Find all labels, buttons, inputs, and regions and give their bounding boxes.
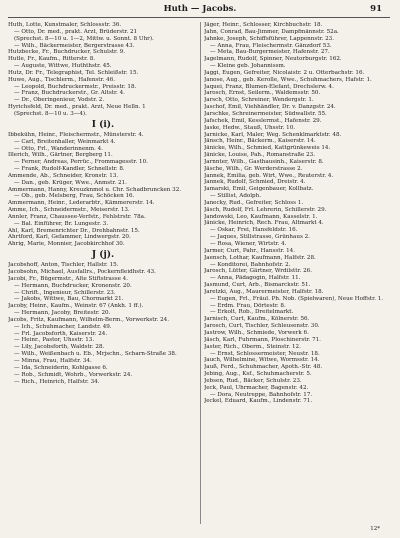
directory-entry: Jacobsohn, Michael, Ausfallrs., Pockernfleidhstr. 43.: [8, 269, 156, 275]
directory-entry: — Erkolt, Rob., Dreitelmarkt.: [210, 309, 294, 316]
directory-entry: — Ich., Schuhmacher, Landstr. 49.: [14, 323, 112, 330]
directory-entry: — Chrift., Ingenieur, Schillerstr. 23.: [14, 289, 116, 296]
directory-entry: — Eugen, Frl., Fräul. Ph. Nob. (Spielwaren), Neue Hoffstr. 1.: [210, 295, 384, 302]
directory-entry: — Stillist, Adolph.: [210, 193, 262, 200]
header-rule: [8, 17, 390, 18]
directory-entry: — Jakobs, Wittwe, Bau, Chormarkt 21.: [14, 296, 124, 303]
directory-entry: Jeckel, Eduard, Kaufm., Lindenstr. 71.: [204, 398, 313, 405]
directory-entry: Jastrow, Wilh., Schmiede, Vorwerk 6.: [204, 329, 309, 336]
directory-entry: Jarosch, Ernst, Seilerm., Waldemsstr. 50.: [204, 90, 321, 97]
directory-entry: Jagelmann, Rudolf, Spinner, Neutorburgstr. 162.: [204, 56, 342, 63]
directory-entry: — Otto, Dr. med., prakt. Arzt, Brüderstr. 21: [14, 28, 138, 35]
directory-entry: Ahrtford, Karl, Gefammer, Lindwergstr. 20.: [8, 234, 131, 241]
directory-entry: — Dr., Oberingenieur, Vodstr. 2.: [14, 97, 105, 104]
directory-entry: Ibbekühn, Heinr., Fleischermstr., Münsterstr. 4.: [8, 131, 144, 138]
directory-entry: Huwe, Aug., Tischlerm., Hafenstr. 46.: [8, 76, 116, 83]
directory-entry: Jäsch, Rudolf, Frl. Lehrerin, Schillerstr. 29.: [204, 206, 327, 213]
directory-entry: — Oskar, Frei, Hansfeldstr. 16.: [210, 227, 298, 234]
directory-entry: — Wilh., Weißenbach u. Eb., Mrjschn., Scharn-Straße 38.: [14, 351, 177, 358]
directory-entry: Hutz, Dr. Fr., Telegraphist, Tel. Schleißstr. 15.: [8, 69, 139, 76]
directory-entry: Jarnisch, Curt, Kaufm., Kölnerstr. 56.: [204, 316, 310, 323]
directory-entry: Huth, Lotte, Kunstmaler, Schlossstr. 36.: [8, 22, 122, 28]
page-number: 91: [370, 4, 382, 14]
directory-entry: — Bal. Einführer, Br. Lungestr. 3.: [14, 220, 109, 227]
directory-entry: Jaster, Rich., Oberm., Steinstr. 12.: [204, 343, 301, 350]
directory-entry: (Sprechst. 8—10 u. 3—4).: [14, 110, 87, 117]
right-column: [204, 22, 394, 405]
directory-entry: Jaske, Hedw., Stauß, Uhsstr. 10.: [204, 124, 296, 131]
directory-entry: — Frank, Rudolf-Kandler, Schnellstr. 8.: [14, 166, 125, 173]
directory-entry: — Ernst, Schlossermeister, Neustr. 18.: [210, 350, 320, 357]
directory-entry: — Auguste, Wittwe, Huththstr. 45.: [14, 63, 112, 70]
directory-entry: — Hermann, Buchdrucker, Kronenstr. 20.: [14, 282, 132, 289]
section-heading: I (i).: [91, 119, 115, 130]
section-heading: J (j).: [91, 250, 115, 261]
directory-entry: Jacobs, Fritz, Kaufmann, Wilhelm-Berm., Vorwerkstr. 24.: [8, 316, 169, 323]
directory-entry: — Rob., Schmidt, Wohrb., Vorwerkstr. 24.: [14, 371, 133, 378]
directory-entry: Jacoby, Heinr., Kaufm., Weinstr. 67 (Ankh. 1 ff.).: [8, 303, 144, 310]
directory-entry: Jaretzki, Aug., Maurermeister, Halfstr. 18.: [204, 288, 324, 295]
directory-entry: Jauch, Wilhelmine, Witwe, Wormsstr. 14.: [204, 357, 320, 364]
directory-entry: Illerich, Wilh., Gärtner, Bergberg 11.: [8, 152, 113, 159]
directory-entry: Jaensch, Lothar, Kaufmann, Halfstr. 28.: [204, 254, 316, 261]
directory-entry: — Frl. Jacobsforth, Kaiserstr. 24.: [14, 330, 108, 337]
left-column: [8, 22, 198, 385]
directory-entry: Jeck, Paul, Uhrmacher, Bagenstr. 42.: [204, 384, 309, 391]
directory-entry: Jarschke, Schreinermeister, Südwallstr. 55.: [204, 110, 327, 117]
directory-entry: Jaquei, Franz, Blumen-Elefant, Drechslerw. 4.: [204, 83, 334, 90]
directory-entry: — Franz, Buchdruckerstr., Gr. Altstr. 4.: [14, 90, 125, 97]
directory-entry: Jänsch, Heinr., Bäckerm., Kaiserstr. 14.: [204, 138, 316, 145]
directory-entry: Jäsch, Karl, Fuhrmann, Ploschinerstr. 71.: [204, 336, 321, 343]
footer-signature: 12*: [370, 526, 380, 532]
directory-entry: Jarsch, Otto, Schreiner, Wendergstr. 1.: [204, 97, 314, 104]
directory-entry: Jarosch, Curt, Tischler, Schleusenstr. 30.: [204, 323, 320, 330]
directory-entry: Jebsen, Rud., Bäcker, Schulstr. 23.: [204, 377, 302, 384]
directory-entry: — Anna, Pädagogin, Halfstr. 11.: [210, 275, 301, 282]
directory-entry: Jamarski, Emil, Geigenbauer, Kollbatz.: [204, 186, 314, 193]
directory-entry: Jandowski, Leo, Kaufmann, Kasselstr. 1.: [204, 213, 318, 220]
directory-entry: — Dora, Neutreppe, Bahnhofstr. 17.: [210, 391, 313, 398]
directory-entry: Jäsche, Wilh., Gr. Werderstrasse 2.: [204, 165, 303, 172]
directory-entry: — Leopold, Buchdruckermstr., Preisstr. 18.: [14, 83, 137, 90]
directory-entry: Jacobshoff, Anton, Tischler, Hallstr. 15.: [8, 262, 119, 269]
directory-entry: — Minna, Frau, Halfstr. 34.: [14, 357, 92, 364]
directory-entry: Janecky, Rud., Gefreiter, Schloss 1.: [204, 199, 304, 206]
directory-entry: Jänicke, Wilh., Schmied, Kattgrünkeweis 14.: [204, 145, 331, 152]
directory-entry: — Ida, Schneiderin, Kohlgasse 6.: [14, 364, 108, 371]
directory-entry: Jafschek, Emil, Kesslermst., Hafenstr. 29.: [204, 117, 322, 124]
directory-entry: Hyrichsfeld, Dr. med., prakt. Arzt, Neue Helln. 1: [8, 104, 146, 111]
directory-entry: — Rosa, Wiener, Wirtstr. 4.: [210, 241, 287, 247]
directory-entry: Jänicke, Heinrich, Rech. Frau, Altmarkt 4.: [204, 220, 324, 227]
directory-entry: — Kleine geb. Johannissm.: [210, 63, 286, 70]
directory-entry: Jäger, Heinr., Schlosser, Kirchbuchstr. 18.: [204, 22, 323, 28]
page-header: [0, 4, 400, 18]
directory-entry: — Meta, Bau-Burgermeister, Hafenstr. 27.: [210, 49, 330, 56]
directory-entry: Jarosch, Lütter, Gärtner, Wrdilsttr. 26.: [204, 268, 312, 275]
directory-entry: Jaschof, Emil, Viehhändler, Dr. v. Danzgstr. 24.: [204, 104, 336, 111]
directory-entry: Amme, Ich., Schneidermstr., Meiserstr. 13.: [8, 207, 130, 214]
directory-entry: — Anna, Frau, Fleischermstr. Gänzdorf 53.: [210, 42, 332, 49]
directory-entry: Ammermann, Heinr., Lederarbtr., Kämmererstr. 14.: [8, 200, 155, 207]
directory-entry: — Carl, Breitenhaller, Weinmarkt 4.: [14, 138, 116, 145]
directory-entry: — Rich., Heinrich, Halfstr. 34.: [14, 378, 100, 385]
directory-entry: Annler, Franz, Chaussee-Verfstr., Fehlstrstr. 78a.: [8, 213, 146, 220]
directory-entry: Jasmund, Curt, Arb., Bismarckstr. 51.: [204, 282, 311, 289]
directory-entry: Jahnke, Joseph, Schiffsführer, Lappennstr. 23.: [204, 35, 335, 42]
directory-entry: (Sprechst. 8—10 u. 1—2, Mittw. u. Sonnt. 8 Uhr).: [14, 35, 154, 42]
column-divider: [200, 22, 201, 524]
directory-entry: Janose, Aug., geb. Kerolle, Wwe., Schuhmachers, Hafstr. 1.: [204, 76, 372, 83]
directory-entry: Jaggi, Eugen, Gefreiter, Nicolaistr. 2 u. Otterbachstr. 16.: [204, 69, 365, 76]
directory-entry: — Lily, Jacobsforth, Waldstr. 28.: [14, 344, 105, 351]
directory-entry: Ammermann, Hanny, Kreuzknmol u. Chr. Schadbruncken 32.: [8, 186, 182, 193]
directory-entry: — Dan., geb. Krüger, Wwe., Anmstr. 21.: [14, 179, 127, 186]
directory-entry: — Jaques, Stillstrasse, Grünhaus 2.: [210, 234, 310, 241]
directory-entry: Ahrig, Marie, Monnier, Jacobkirchhof 30.: [8, 241, 125, 248]
directory-entry: Jannek, Rudolf, Schmied, Dreistr. 4.: [204, 179, 306, 186]
page-title: Huth — Jacobs.: [163, 4, 237, 14]
directory-entry: Jänicke, Louise, Pah., Romanstraße 23.: [204, 152, 316, 159]
directory-entry: — Wilh., Bäckermeister, Bergerstrasse 43.: [14, 42, 135, 49]
directory-entry: Jarnnter, Wilh., Gasthausinh., Kaiserstr. 8.: [204, 158, 324, 165]
directory-entry: Ammende, Ab., Schneider, Kronstr. 13.: [8, 172, 119, 179]
directory-entry: Jarmer, Curt, Pahr., Hansstr. 14.: [204, 247, 295, 254]
directory-entry: Hutzbecke, Fr., Buchdrucker, Schulstr. 9.: [8, 49, 126, 56]
directory-entry: — Erdm. Frau, Dörtestr. 8.: [210, 302, 286, 309]
directory-entry: Jahn, Conrad, Bau-Jimmer, Dampfmännstr. 52a.: [204, 28, 339, 35]
directory-entry: Jannek, Emilia, geb. Wirt, Wwe., Reuterstr. 4.: [204, 172, 334, 179]
directory-entry: — Otto, Frl., Wanderinnenm. 4.: [14, 145, 103, 152]
directory-entry: — Hermann, Jacoby, Breitestr. 20.: [14, 310, 111, 317]
directory-entry: — Ferner, Andreas, Perrüc., Frommagesstr. 10.: [14, 159, 148, 166]
directory-entry: Jebing, Aug., Ksf., Schuhmacherstr. 5.: [204, 371, 312, 378]
directory-entry: Hutle, Fr., Kaufm., Ritterstr. 8.: [8, 56, 96, 63]
directory-entry: — Heinr., Pastor, Uhsstr. 13.: [14, 337, 95, 344]
directory-entry: Ahl, Karl, Bremenrichter Dr., Drehbahnstr. 15.: [8, 227, 140, 234]
directory-entry: Jauß, Ferd., Schuhmacher, Apoth.-Str. 48.: [204, 364, 323, 371]
directory-entry: Jacobi, Fr., Bügermstr., Alte Stiftstrasse 4.: [8, 275, 129, 282]
directory-entry: — Ob., geb. Melsberg, Frau, Schöcken 16.: [14, 193, 135, 200]
directory-entry: Jarnicke, Karl, Maler, Weg. Schenklmarktstr. 48.: [204, 131, 342, 138]
directory-entry: — Konditorei, Bahnhofstr. 2.: [210, 261, 291, 268]
